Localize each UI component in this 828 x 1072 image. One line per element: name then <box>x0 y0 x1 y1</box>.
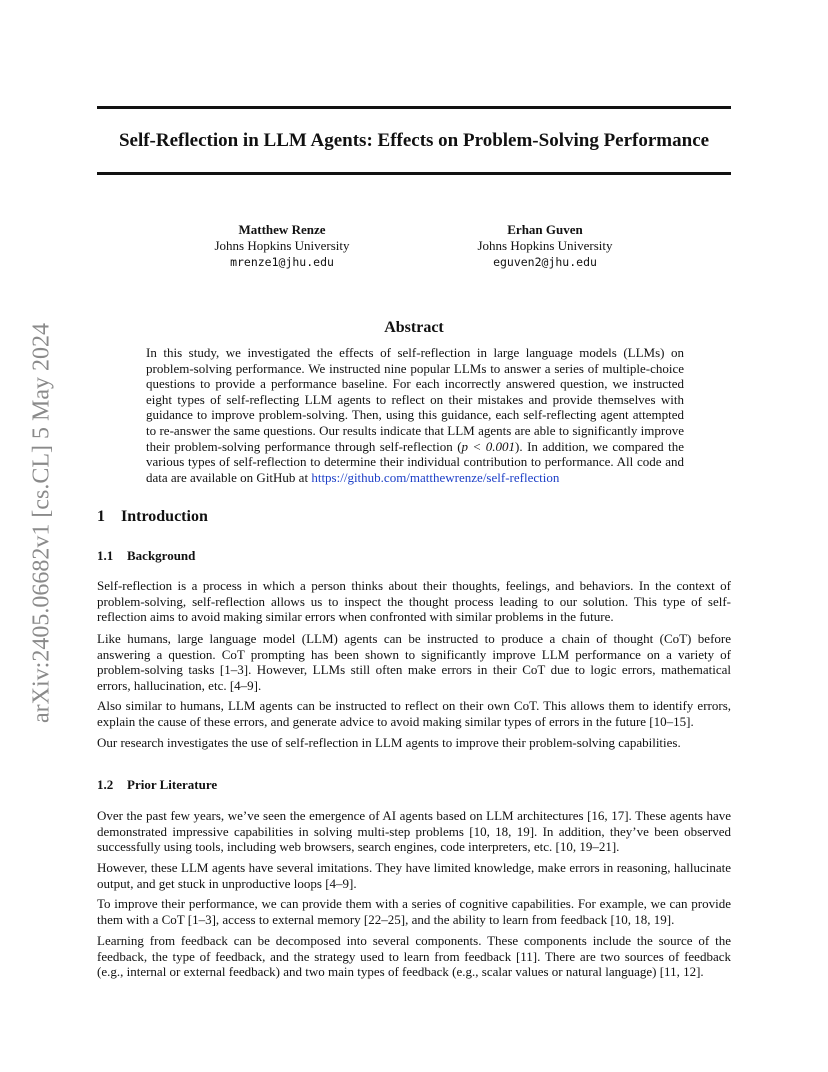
paragraph: Like humans, large language model (LLM) agents can be instructed to produce a chain of thought (CoT) before answering a question. CoT prompting has been shown to significantly improve LLM performance on a variety of problem-solving tasks [1–3]. However, LLMs still often make errors in their CoT due to logic errors, mathematical errors, hallucination, etc. [4–9]. <box>97 631 731 693</box>
section-heading-introduction <box>97 508 208 526</box>
title-rule-bottom <box>97 172 731 175</box>
author-block <box>445 222 645 270</box>
abstract-heading: Abstract <box>384 319 444 336</box>
title-rule-top <box>97 106 731 109</box>
paragraph: Also similar to humans, LLM agents can be instructed to reflect on their own CoT. This allows them to identify errors, explain the cause of these errors, and generate advice to avoid making similar types of errors in the future [10–15]. <box>97 698 731 729</box>
paper-title: Self-Reflection in LLM Agents: Effects on Problem-Solving Performance <box>118 130 710 151</box>
abstract-text: In this study, we investigated the effects of self-reflection in large language models (LLMs) on problem-solving performance. We instructed nine popular LLMs to answer a series of multiple-choice questions to provide a performance baseline. For each incorrectly answered question, we instructed eight types of self-reflecting LLM agents to reflect on their mistakes and provide themselves with guidance to improve problem-solving. Then, using this guidance, each self-reflecting agent attempted to re-answer the same questions. Our results indicate that LLM agents are able to significantly improve their problem-solving performance through self-reflection ( <box>146 345 684 454</box>
paragraph: Learning from feedback can be decomposed into several components. These components include the source of the feedback, the type of feedback, and the strategy used to learn from feedback [11]. There are two sources of feedback (e.g., internal or external feedback) and two main types of feedback (e.g., scalar values or natural language) [11, 12]. <box>97 933 731 980</box>
subsection-number: 1.2 <box>97 777 114 792</box>
author-affiliation: Johns Hopkins University <box>477 238 613 253</box>
author-email: mrenze1@jhu.edu <box>230 255 334 269</box>
github-link[interactable]: https://github.com/matthewrenze/self-reflection <box>311 469 560 485</box>
paragraph: However, these LLM agents have several imitations. They have limited knowledge, make errors in reasoning, hallucinate output, and get stuck in unproductive loops [4–9]. <box>97 860 731 891</box>
abstract-body <box>146 345 684 485</box>
subsection-title: Prior Literature <box>127 777 218 792</box>
subsection-heading-background <box>97 548 195 564</box>
abstract-text: ). In addition, we compared the various types of self-reflection to determine their individual contribution to performance. All code and data are available on GitHub at <box>146 438 685 485</box>
p-value: p < 0.001 <box>461 438 516 454</box>
subsection-heading-prior-literature <box>97 777 217 793</box>
section-title: Introduction <box>121 508 208 525</box>
author-email: eguven2@jhu.edu <box>493 255 597 269</box>
arxiv-stamp-text: arXiv:2405.06682v1 [cs.CL] 5 May 2024 <box>28 323 55 723</box>
subsection-number: 1.1 <box>97 548 114 563</box>
arxiv-sidebar-stamp <box>22 288 62 758</box>
paragraph: Over the past few years, we’ve seen the emergence of AI agents based on LLM architectures [16, 17]. These agents have demonstrated impressive capabilities in solving multi-step problems [10, 18, 19]. In addition, they’ve been observed successfully using tools, including web browsers, search engines, code interpreters, etc. [10, 19–21]. <box>97 808 731 855</box>
section-number: 1 <box>97 508 105 525</box>
paragraph: To improve their performance, we can provide them with a series of cognitive capabilities. For example, we can provide them with a CoT [1–3], access to external memory [22–25], and the ability to learn from feedback [10, 18, 19]. <box>97 896 731 927</box>
subsection-title: Background <box>127 548 196 563</box>
author-name: Matthew Renze <box>238 222 326 237</box>
paragraph: Our research investigates the use of self-reflection in LLM agents to improve their problem-solving capabilities. <box>97 735 681 750</box>
paragraph: Self-reflection is a process in which a person thinks about their thoughts, feelings, and behaviors. In the context of problem-solving, self-reflection allows us to inspect the thought process leading to our solution. This type of self-reflection aims to avoid making similar errors when confronted with similar problems in the future. <box>97 578 731 625</box>
author-affiliation: Johns Hopkins University <box>214 238 350 253</box>
author-block <box>182 222 382 270</box>
author-name: Erhan Guven <box>507 222 583 237</box>
